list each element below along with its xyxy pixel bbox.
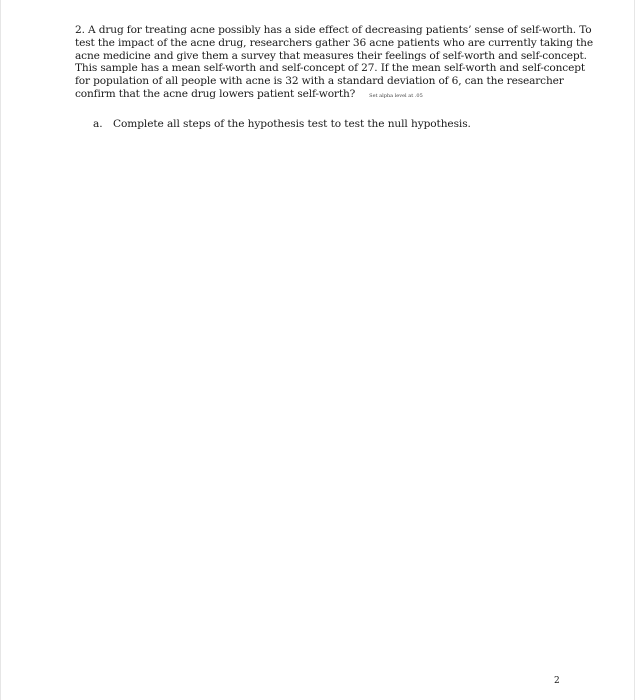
subpart-a	[93, 118, 471, 131]
subpart-marker: a.	[93, 118, 103, 130]
question-line-2: test the impact of the acne drug, researchers gather 36 acne patients who are currently taking the	[75, 36, 593, 49]
page-number: 2	[554, 676, 560, 686]
question-line-6-text: confirm that the acne drug lowers patient self-worth?	[75, 87, 356, 100]
question-line-1: 2. A drug for treating acne possibly has a side effect of decreasing patients’ sense of self-worth. To	[75, 24, 592, 36]
question-line-6	[75, 88, 565, 103]
alpha-note: Set alpha level at .05	[369, 92, 423, 99]
question-line-3: acne medicine and give them a survey that measures their feelings of self-worth and self-concept.	[75, 49, 587, 62]
question-line-4: This sample has a mean self-worth and self-concept of 27. If the mean self-worth and self-concept	[75, 62, 585, 75]
question-line-5: for population of all people with acne is 32 with a standard deviation of 6, can the researcher	[75, 75, 564, 88]
question-text	[75, 24, 593, 103]
subpart-text: Complete all steps of the hypothesis test to test the null hypothesis.	[113, 118, 471, 130]
